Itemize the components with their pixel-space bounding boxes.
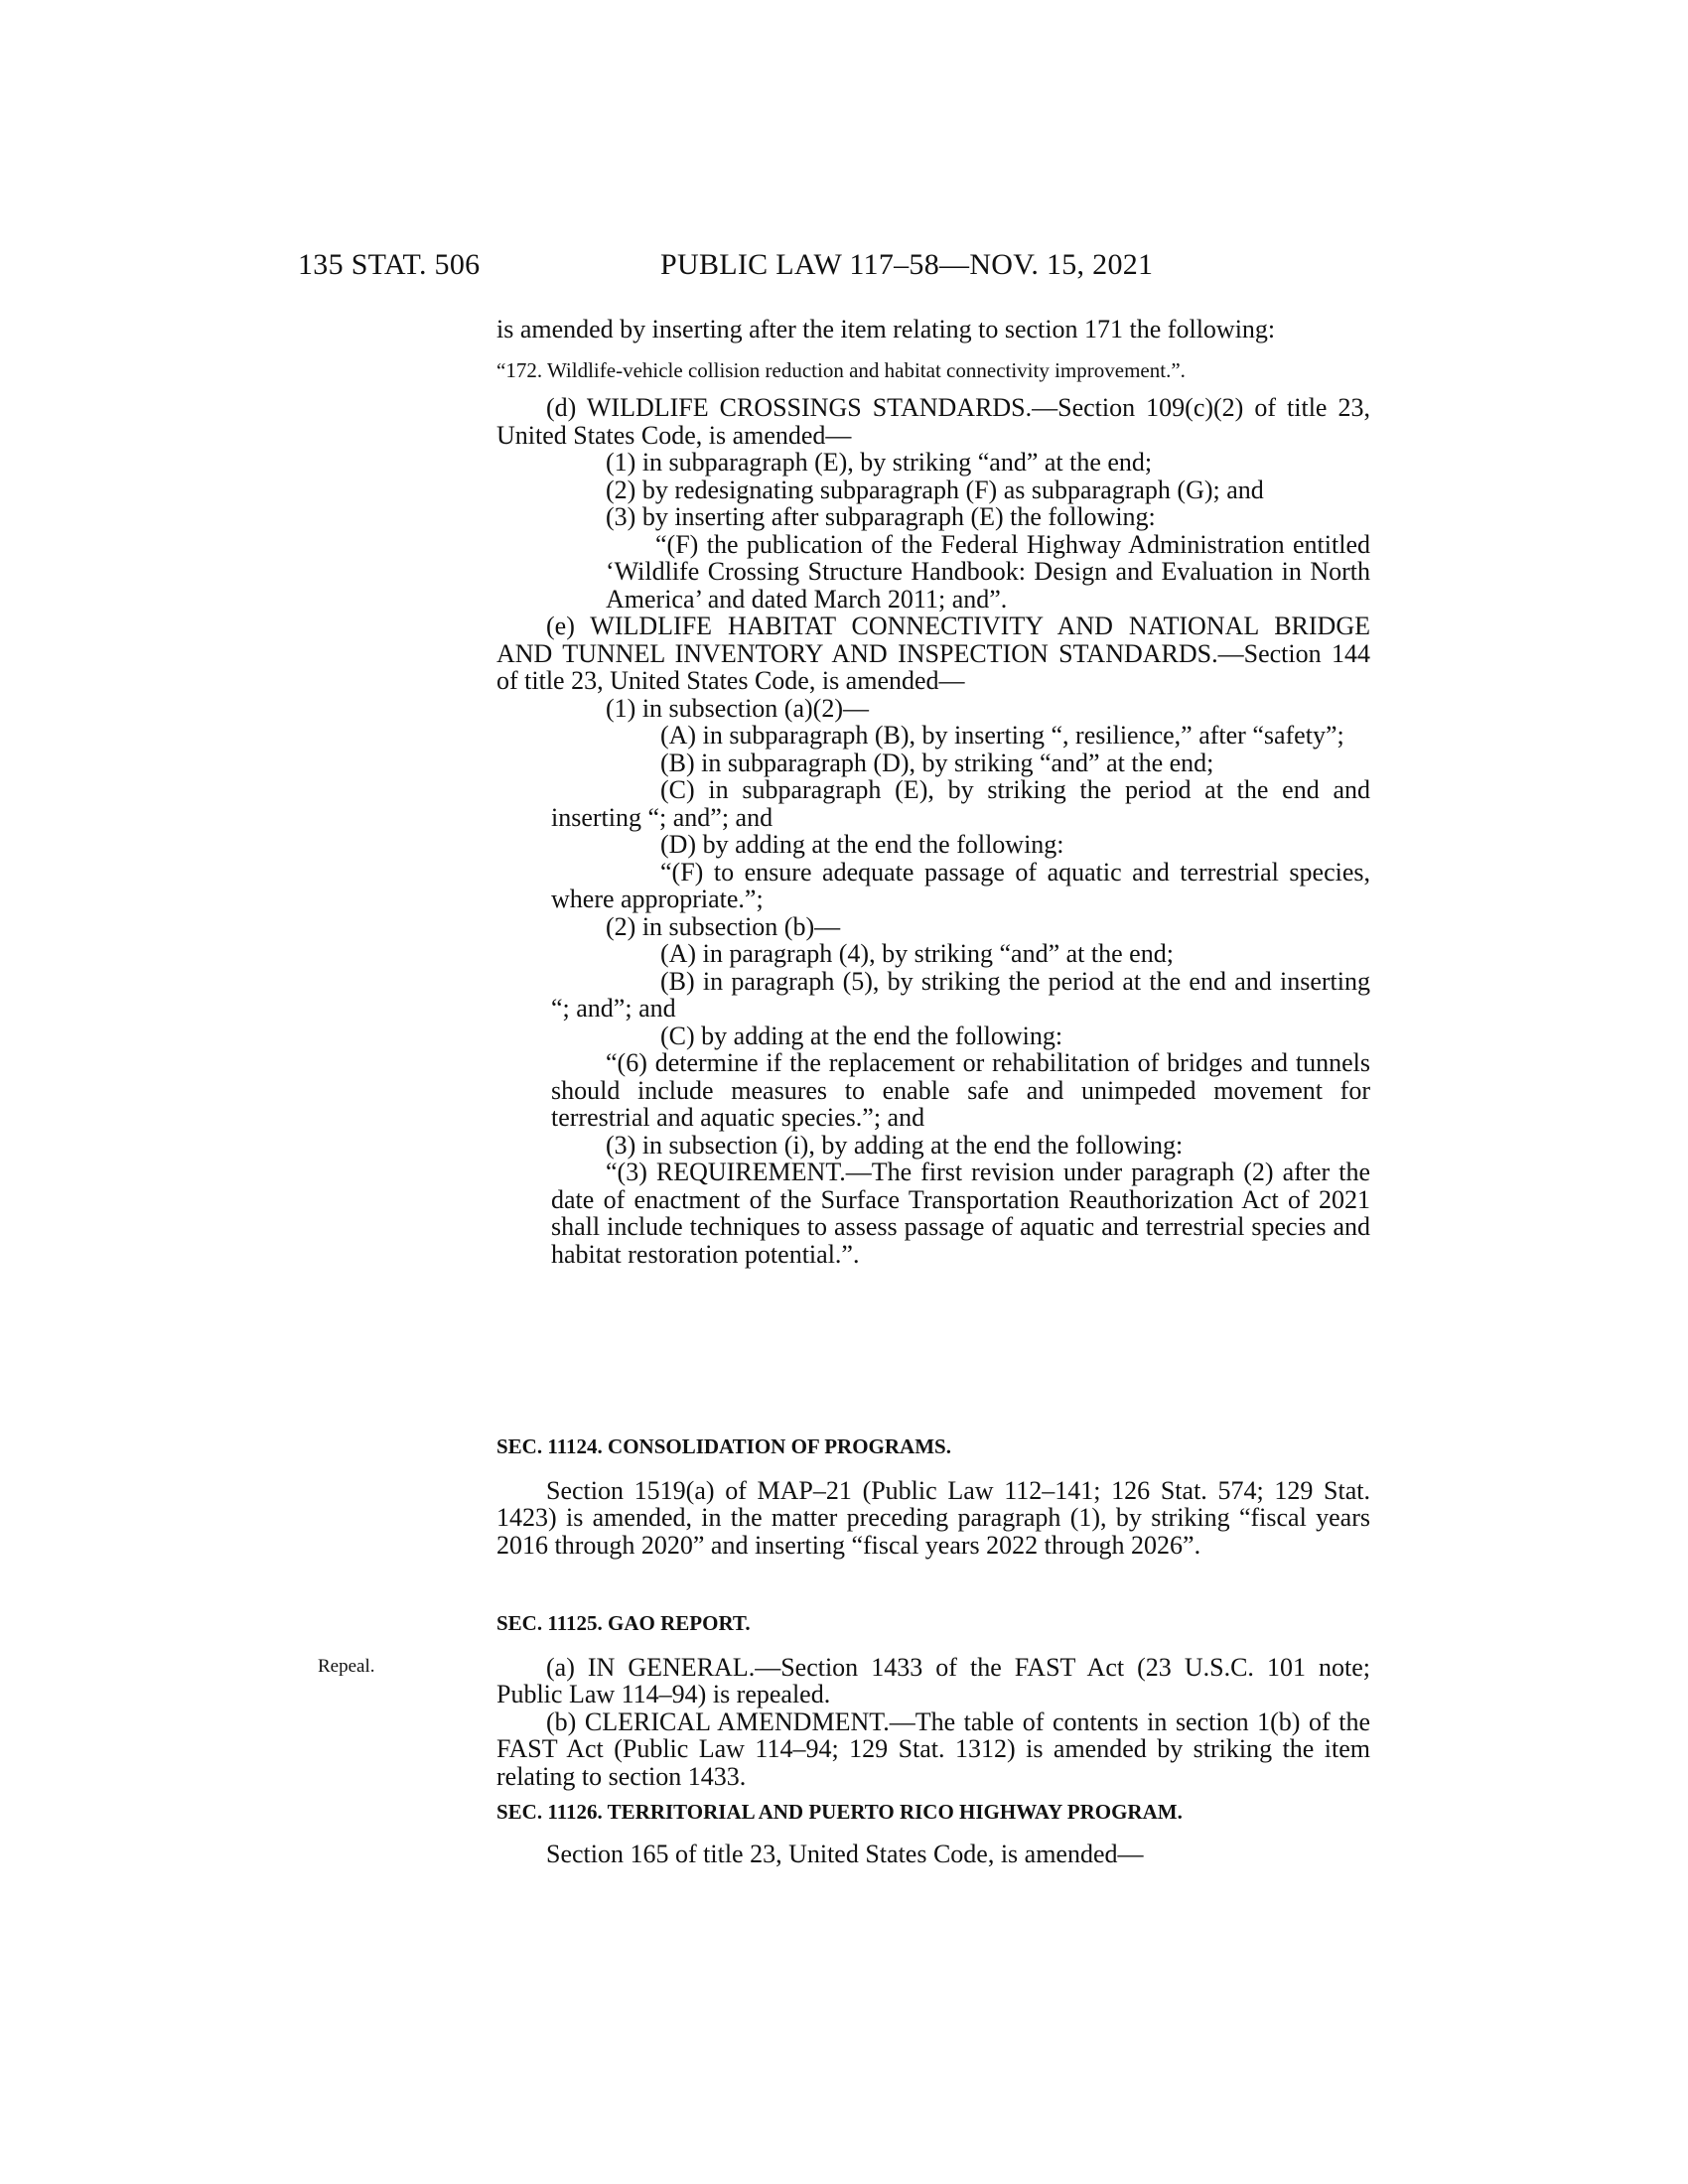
paragraph: (A) in paragraph (4), by striking “and” at the end; [660, 939, 1174, 968]
paragraph: (1) in subsection (a)(2)— [606, 693, 869, 723]
paragraph: is amended by inserting after the item relating to section 171 the following: [496, 315, 1276, 343]
paragraph: (C) in subparagraph (E), by striking the period at the end and inserting “; and”; and [551, 775, 1370, 832]
paragraph: (d) WILDLIFE CROSSINGS STANDARDS.—Section 109(c)(2) of title 23, United States Code, is amended— [496, 393, 1370, 450]
paragraph: (B) in subparagraph (D), by striking “and” at the end; [660, 748, 1214, 777]
paragraph: Section 165 of title 23, United States Code, is amended— [546, 1839, 1144, 1868]
table-entry: “172. Wildlife-vehicle collision reduction and habitat connectivity improvement.”. [496, 357, 1186, 382]
page-running-title: PUBLIC LAW 117–58—NOV. 15, 2021 [660, 248, 1154, 281]
paragraph: (C) by adding at the end the following: [660, 1021, 1063, 1050]
section-heading: SEC. 11124. CONSOLIDATION OF PROGRAMS. [496, 1434, 951, 1458]
section-heading: SEC. 11126. TERRITORIAL AND PUERTO RICO HIGHWAY PROGRAM. [496, 1800, 1183, 1824]
margin-note: Repeal. [318, 1656, 375, 1677]
page-stat-number: 135 STAT. 506 [298, 248, 481, 281]
paragraph: (3) by inserting after subparagraph (E) the following: [606, 502, 1156, 531]
section-11126 [496, 1799, 1370, 1867]
paragraph: Section 1519(a) of MAP–21 (Public Law 112–141; 126 Stat. 574; 129 Stat. 1423) is amended, in the matter preceding paragraph (1), by striking “fiscal years 2016 through 2020” and inserting “fiscal years 2022 through 2026”. [496, 1475, 1370, 1560]
section-11124 [496, 1433, 1370, 1559]
paragraph: (a) IN GENERAL.—Section 1433 of the FAST Act (23 U.S.C. 101 note; Public Law 114–94) is repealed. [496, 1652, 1370, 1708]
paragraph: (D) by adding at the end the following: [660, 830, 1064, 859]
paragraph: (e) WILDLIFE HABITAT CONNECTIVITY AND NATIONAL BRIDGE AND TUNNEL INVENTORY AND INSPECTION STANDARDS.—Section 144 of title 23, United States Code, is amended— [496, 612, 1370, 695]
paragraph: (2) by redesignating subparagraph (F) as subparagraph (G); and [606, 475, 1264, 504]
section-11125 [496, 1610, 1370, 1790]
paragraph: (2) in subsection (b)— [606, 911, 841, 941]
main-text-block [496, 316, 1370, 1268]
paragraph: (1) in subparagraph (E), by striking “and” at the end; [606, 448, 1153, 477]
paragraph: (b) CLERICAL AMENDMENT.—The table of contents in section 1(b) of the FAST Act (Public Law 114–94; 129 Stat. 1312) is amended by striking the item relating to section 1433. [496, 1706, 1370, 1791]
paragraph: “(F) the publication of the Federal Highway Administration entitled ‘Wildlife Crossing Structure Handbook: Design and Evaluation in North America’ and dated March 2011; and”. [606, 529, 1370, 614]
paragraph: (B) in paragraph (5), by striking the period at the end and inserting “; and”; and [551, 966, 1370, 1023]
section-heading: SEC. 11125. GAO REPORT. [496, 1611, 751, 1635]
paragraph: (A) in subparagraph (B), by inserting “, resilience,” after “safety”; [660, 721, 1344, 750]
paragraph: “(F) to ensure adequate passage of aquatic and terrestrial species, where appropriate.”; [551, 857, 1370, 913]
paragraph: (3) in subsection (i), by adding at the end the following: [606, 1130, 1184, 1160]
paragraph: “(3) REQUIREMENT.—The first revision under paragraph (2) after the date of enactment of the Surface Transportation Reauthorization Act of 2021 shall include techniques to assess passage of aquatic and terrestrial species and habitat restoration potential.”. [551, 1158, 1370, 1269]
paragraph: “(6) determine if the replacement or rehabilitation of bridges and tunnels should include measures to enable safe and unimpeded movement for terrestrial and aquatic species.”; and [551, 1048, 1370, 1132]
